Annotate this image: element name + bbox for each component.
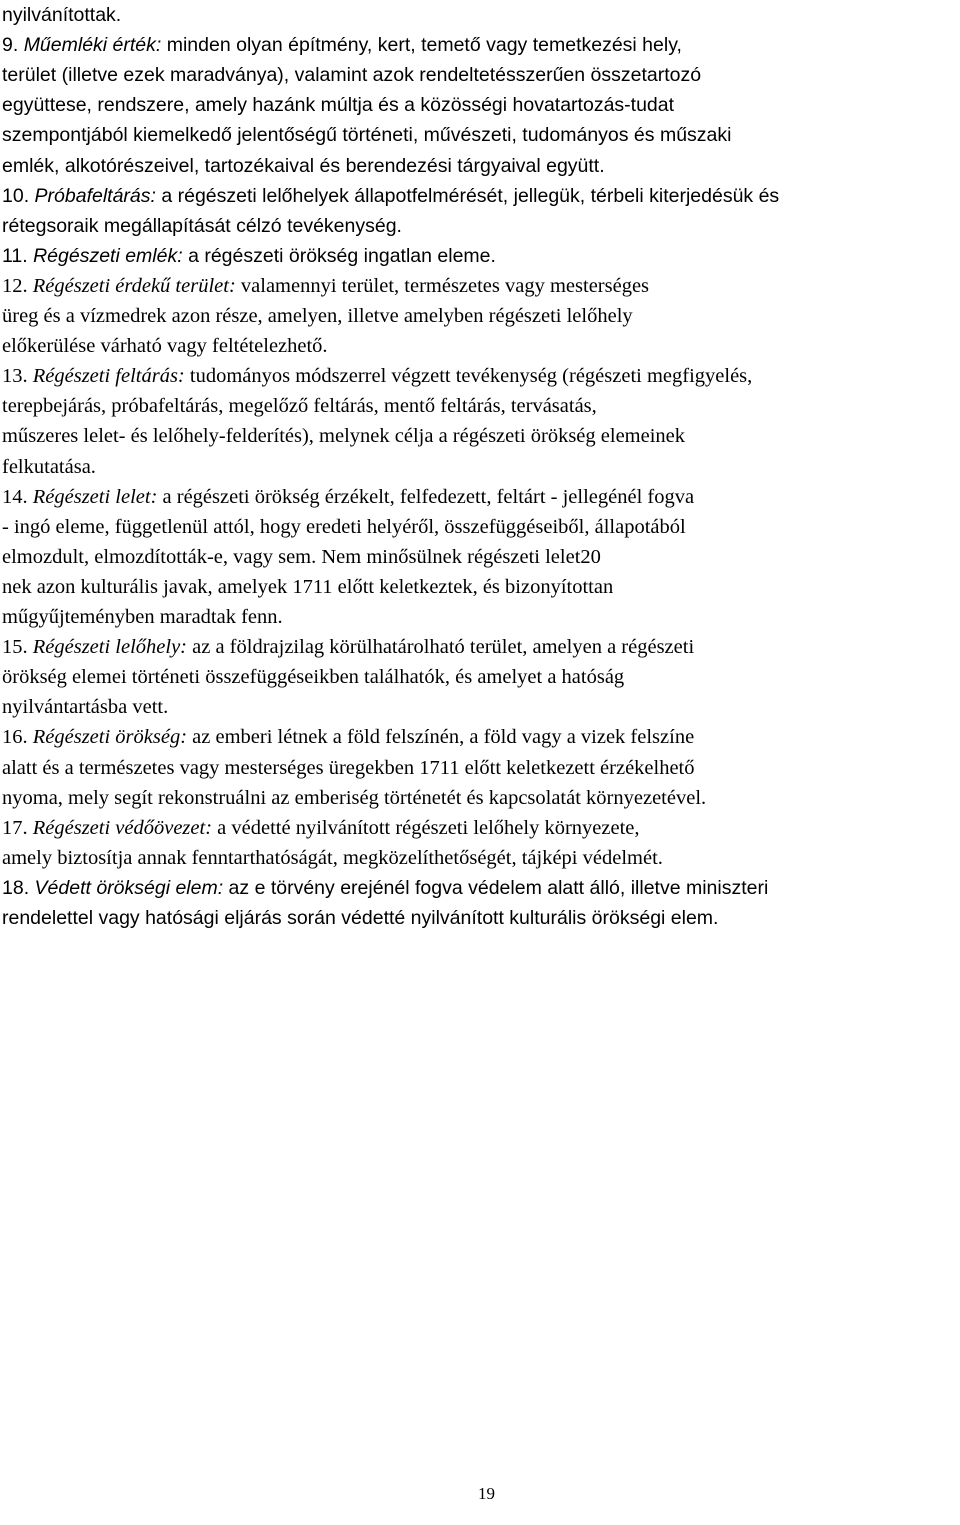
line-text: 18. [2, 876, 35, 899]
defined-term: Régészeti feltárás: [32, 365, 185, 388]
line-text: 16. [2, 726, 33, 749]
text-line [2, 692, 168, 722]
text-line [2, 90, 674, 120]
line-text: - ingó eleme, függetlenül attól, hogy eredeti helyéről, összefüggéseiből, állapotából [2, 515, 686, 538]
defined-term: Védett örökségi elem: [34, 876, 224, 899]
defined-term: Régészeti emlék: [33, 244, 183, 267]
line-text: minden olyan építmény, kert, temető vagy temetkezési hely, [161, 34, 682, 57]
text-line [2, 421, 685, 451]
text-line [2, 482, 694, 512]
line-text: 14. [2, 485, 33, 508]
text-line [2, 361, 752, 391]
line-text: rendelettel vagy hatósági eljárás során védetté nyilvánított kulturális örökségi elem. [2, 907, 719, 929]
text-line [2, 813, 640, 843]
line-text: felkutatása. [2, 455, 96, 478]
line-text: tudományos módszerrel végzett tevékenység (régészeti megfigyelés, [184, 365, 753, 388]
text-line [2, 783, 706, 813]
text-line [2, 542, 601, 572]
text-line [2, 873, 768, 903]
line-text: emlék, alkotórészeivel, tartozékaival és berendezési tárgyaival együtt. [2, 154, 605, 177]
text-line [2, 632, 694, 662]
line-text: örökség elemei történeti összefüggéseikben találhatók, és amelyet a hatóság [2, 666, 625, 689]
line-text: terepbejárás, próbafeltárás, megelőző feltárás, mentő feltárás, tervásatás, [2, 395, 597, 418]
line-text: rétegsoraik megállapítását célzó tevékenység. [2, 214, 402, 237]
defined-term: Műemléki érték: [23, 34, 162, 57]
text-line [2, 512, 686, 542]
line-text: az emberi létnek a föld felszínén, a föld vagy a vizek felszíne [187, 726, 695, 749]
line-text: együttese, rendszere, amely hazánk múltja és a közösségi hovatartozás-tudat [2, 94, 675, 117]
line-text: a régészeti örökség érzékelt, felfedezett, feltárt - jellegénél fogva [157, 485, 695, 508]
line-text: 17. [2, 816, 33, 839]
text-line [2, 602, 283, 632]
text-line [2, 181, 779, 211]
line-text: műgyűjteményben maradtak fenn. [2, 606, 283, 628]
line-text: műszeres lelet- és lelőhely-felderítés), melynek célja a régészeti örökség elemeinek [2, 425, 686, 448]
line-text: 9. [2, 34, 24, 57]
text-line [2, 843, 663, 873]
text-line [2, 30, 682, 60]
text-line [2, 331, 328, 361]
text-line [2, 753, 695, 783]
line-text: szempontjából kiemelkedő jelentőségű történeti, művészeti, tudományos és műszaki [2, 124, 732, 147]
text-line [2, 662, 624, 692]
line-text: az a földrajzilag körülhatárolható terület, amelyen a régészeti [187, 636, 695, 659]
line-text: 13. [2, 365, 33, 388]
line-text: nyoma, mely segít rekonstruálni az emberiség történetét és kapcsolatát környezetével. [2, 786, 707, 809]
text-line [2, 211, 402, 241]
line-text: nyilvánítottak. [2, 4, 122, 26]
page-number: 19 [478, 1484, 495, 1503]
text-line [2, 271, 649, 301]
line-text: nek azon kulturális javak, amelyek 1711 előtt keletkeztek, és bizonyítottan [2, 575, 614, 598]
text-line [2, 0, 121, 30]
line-text: elmozdult, elmozdították-e, vagy sem. Nem minősülnek régészeti lelet20 [2, 545, 601, 568]
line-text: a védetté nyilvánított régészeti lelőhely környezete, [212, 816, 640, 839]
line-text: valamennyi terület, természetes vagy mesterséges [235, 274, 650, 297]
line-text: terület (illetve ezek maradványa), valamint azok rendeltetésszerűen összetartozó [2, 64, 702, 87]
text-line [2, 60, 701, 90]
defined-term: Próbafeltárás: [34, 184, 156, 207]
line-text: 11. [2, 244, 34, 267]
text-line [2, 722, 694, 752]
line-text: a régészeti lelőhelyek állapotfelmérését, jellegük, térbeli kiterjedésük és [155, 184, 780, 207]
line-text: 15. [2, 636, 33, 659]
text-line [2, 572, 613, 602]
line-text: az e törvény erejénél fogva védelem alatt álló, illetve miniszteri [223, 876, 769, 899]
defined-term: Régészeti védőövezet: [32, 816, 213, 839]
line-text: nyilvántartásba vett. [2, 696, 169, 719]
text-line [2, 120, 731, 150]
defined-term: Régészeti örökség: [32, 726, 188, 749]
defined-term: Régészeti lelőhely: [32, 636, 188, 659]
line-text: a régészeti örökség ingatlan eleme. [182, 244, 496, 267]
text-line [2, 151, 605, 181]
line-text: amely biztosítja annak fenntarthatóságát, megközelíthetőségét, tájképi védelmét. [2, 846, 663, 869]
line-text: üreg és a vízmedrek azon része, amelyen, illetve amelyben régészeti lelőhely [2, 305, 633, 327]
line-text: előkerülése várható vagy feltételezhető. [2, 335, 328, 358]
line-text: 10. [2, 184, 35, 207]
text-line [2, 903, 718, 933]
defined-term: Régészeti érdekű terület: [32, 274, 236, 297]
line-text: alatt és a természetes vagy mesterséges üregekben 1711 előtt keletkezett érzékelhető [2, 756, 695, 779]
text-line [2, 391, 597, 421]
text-line [2, 452, 96, 482]
line-text: 12. [2, 274, 33, 297]
text-line [2, 301, 633, 331]
defined-term: Régészeti lelet: [32, 485, 158, 508]
text-line [2, 241, 496, 271]
